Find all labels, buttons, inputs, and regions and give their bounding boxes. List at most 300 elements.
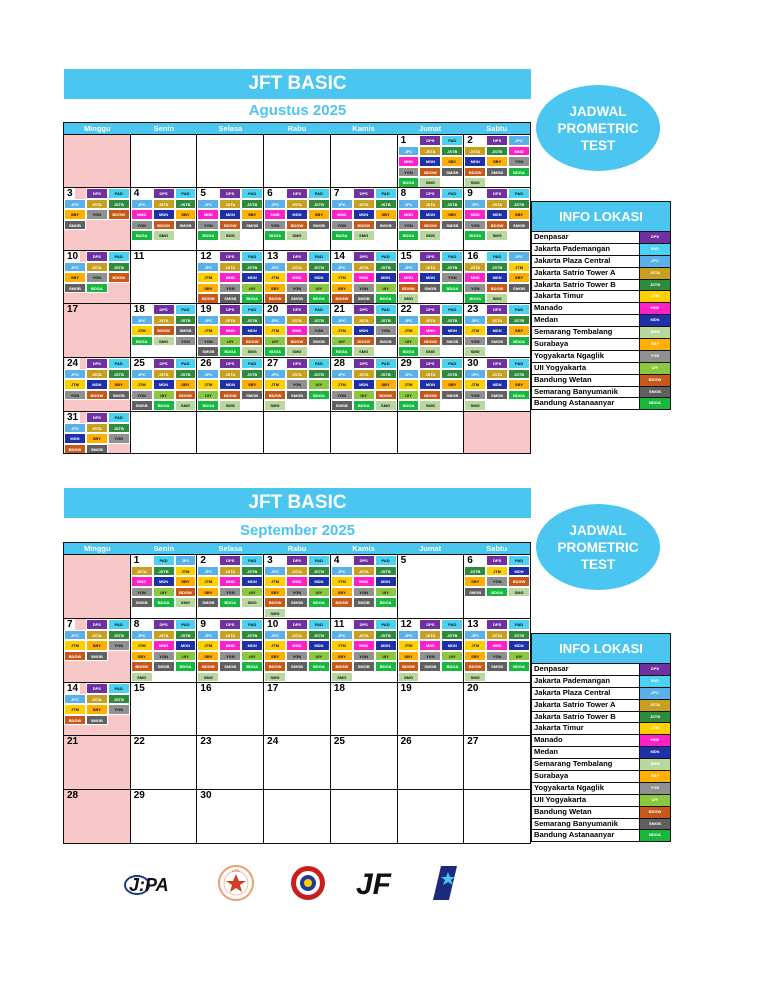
location-chip-mdn: MDN <box>486 379 508 390</box>
location-chip-mnd: MND <box>398 209 420 220</box>
location-name: Jakarta Satrio Tower A <box>534 699 616 709</box>
location-chip-dps: DPS <box>286 188 308 199</box>
location-chip-mnd: MND <box>153 640 175 651</box>
chip-spacer <box>108 651 130 662</box>
day-cell-16[interactable] <box>197 683 264 736</box>
info-row-smg <box>531 759 671 771</box>
location-chip-mdn: MDN <box>419 272 441 283</box>
location-chip-pad: PAD <box>441 358 463 369</box>
location-chip-mnd: MND <box>419 640 441 651</box>
location-chip-dps: DPS <box>86 683 108 694</box>
location-chip-smg: SMG <box>508 587 530 598</box>
day-number: 22 <box>133 736 145 747</box>
chip-spacer <box>241 672 263 683</box>
location-chip-jstb: JSTB <box>508 315 530 326</box>
location-chip-smgb: SMGB <box>308 336 330 347</box>
location-chip-smg: SMG <box>419 177 441 188</box>
location-chip-ygn: YGN <box>108 433 130 444</box>
day-cell-29[interactable] <box>131 790 198 844</box>
lpk-logo-text: LPK <box>232 868 240 873</box>
location-chip-bdga: BDGA <box>398 400 420 411</box>
day-number: 20 <box>467 683 479 694</box>
day-cell-25[interactable] <box>131 358 198 412</box>
day-cell-16[interactable] <box>464 251 531 304</box>
day-cell-23[interactable] <box>464 304 531 358</box>
chip-spacer <box>375 672 397 683</box>
day-cell-9[interactable] <box>197 619 264 683</box>
location-chip-sby: SBY <box>331 587 353 598</box>
chip-spacer <box>308 230 330 241</box>
location-chip-mdn: MDN <box>441 640 463 651</box>
chip-spacer <box>86 220 108 231</box>
day-cell-12[interactable] <box>197 251 264 304</box>
chip-spacer <box>308 400 330 411</box>
location-chip-jsta: JSTA <box>353 630 375 641</box>
location-chip-jstb: JSTB <box>441 315 463 326</box>
location-chip-pad: PAD <box>375 251 397 262</box>
day-cell-15[interactable] <box>398 251 465 304</box>
location-chip-bdga: BDGA <box>331 346 353 357</box>
day-number: 17 <box>67 304 79 315</box>
day-cell-17[interactable] <box>64 304 131 358</box>
location-chip-sby: SBY <box>441 379 463 390</box>
location-chip-sby: SBY <box>241 209 263 220</box>
day-number: 4 <box>133 188 140 199</box>
location-chip-smgb: SMGB <box>441 167 463 178</box>
location-code-badge: JPC <box>639 688 670 699</box>
location-chip-ygn: YGN <box>419 651 441 662</box>
location-chip-smg: SMG <box>219 230 241 241</box>
location-chip-pad: PAD <box>375 304 397 315</box>
location-chip-dps: DPS <box>86 619 108 630</box>
location-chip-ygn: YGN <box>219 651 241 662</box>
day-number: 26 <box>400 736 412 747</box>
day-number: 31 <box>67 412 79 423</box>
location-chip-pad: PAD <box>441 188 463 199</box>
location-chip-uiy: UIY <box>308 651 330 662</box>
location-chip-bdgw: BDGW <box>398 661 420 672</box>
day-number: 8 <box>133 619 140 630</box>
location-chip-jpc: JPC <box>331 199 353 210</box>
day-number: 16 <box>200 683 212 694</box>
partner-logos <box>120 864 480 904</box>
day-cell-19[interactable] <box>197 304 264 358</box>
location-chip-jstb: JSTB <box>308 566 330 577</box>
location-chip-dps: DPS <box>486 188 508 199</box>
empty-day-cell <box>197 135 264 188</box>
location-chip-jpc: JPC <box>264 262 286 273</box>
day-cell-30[interactable] <box>464 358 531 412</box>
day-cell-18[interactable] <box>331 683 398 736</box>
location-chip-sby: SBY <box>375 379 397 390</box>
day-cell-13[interactable] <box>264 251 331 304</box>
location-chip-smg: SMG <box>286 346 308 357</box>
day-cell-5[interactable] <box>398 555 465 619</box>
location-chip-jstb: JSTB <box>108 630 130 641</box>
day-cell-18[interactable] <box>131 304 198 358</box>
location-chip-jstb: JSTB <box>508 369 530 380</box>
location-chip-dps: DPS <box>219 619 241 630</box>
location-chip-bdgw: BDGW <box>464 661 486 672</box>
location-code-badge: MND <box>639 303 670 314</box>
location-chip-mnd: MND <box>286 576 308 587</box>
location-chip-jtm: JTM <box>508 262 530 273</box>
location-chip-dps: DPS <box>419 135 441 146</box>
location-chip-bdga: BDGA <box>508 390 530 401</box>
location-chip-uiy: UIY <box>241 587 263 598</box>
day-cell-26[interactable] <box>197 358 264 412</box>
day-cell-24[interactable] <box>64 358 131 412</box>
location-chip-pad: PAD <box>108 251 130 262</box>
location-name: Jakarta Pademangan <box>534 243 610 253</box>
location-chip-dps: DPS <box>419 188 441 199</box>
empty-day-cell <box>464 790 531 844</box>
info-row-pad <box>531 244 671 256</box>
location-chip-smgb: SMGB <box>419 283 441 294</box>
location-chip-bdga: BDGA <box>331 230 353 241</box>
location-chip-jsta: JSTA <box>486 630 508 641</box>
empty-day-cell <box>264 412 331 454</box>
location-chip-ygn: YGN <box>331 220 353 231</box>
location-chip-bdga: BDGA <box>219 597 241 608</box>
aug-weekday-header <box>63 122 531 134</box>
day-cell-31[interactable] <box>64 412 131 454</box>
day-cell-15[interactable] <box>131 683 198 736</box>
location-chip-smgb: SMGB <box>308 220 330 231</box>
location-chip-ygn: YGN <box>286 283 308 294</box>
location-name: Surabaya <box>534 771 569 781</box>
day-cell-14[interactable] <box>64 683 131 736</box>
location-chip-jsta: JSTA <box>486 369 508 380</box>
day-cell-2[interactable] <box>464 135 531 188</box>
location-chip-smgb: SMGB <box>353 661 375 672</box>
location-chip-bdga: BDGA <box>308 661 330 672</box>
location-chip-dps: DPS <box>419 251 441 262</box>
location-chip-jpc: JPC <box>131 630 153 641</box>
location-chip-smgb: SMGB <box>286 390 308 401</box>
location-chip-ygn: YGN <box>108 704 130 715</box>
location-chip-pad: PAD <box>441 304 463 315</box>
location-chip-mdn: MDN <box>419 156 441 167</box>
location-chip-dps: DPS <box>219 188 241 199</box>
location-chip-bdgw: BDGW <box>486 220 508 231</box>
location-chip-pad: PAD <box>508 358 530 369</box>
location-chip-smgb: SMGB <box>197 597 219 608</box>
day-cell-11[interactable] <box>131 251 198 304</box>
day-cell-22[interactable] <box>131 736 198 790</box>
day-number: 18 <box>133 304 145 315</box>
location-chip-ygn: YGN <box>398 167 420 178</box>
chip-spacer <box>441 400 463 411</box>
location-code-badge: JSTB <box>639 712 670 723</box>
location-chip-uiy: UIY <box>353 390 375 401</box>
location-chip-jpc: JPC <box>64 262 86 273</box>
location-name: Denpasar <box>534 664 569 673</box>
location-chip-bdgw: BDGW <box>286 336 308 347</box>
location-name: Jakarta Plaza Central <box>534 255 611 265</box>
location-chip-jstb: JSTB <box>375 630 397 641</box>
location-chip-uiy: UIY <box>375 651 397 662</box>
location-chip-mnd: MND <box>131 209 153 220</box>
chip-spacer <box>375 230 397 241</box>
location-chip-mdn: MDN <box>308 576 330 587</box>
day-cell-24[interactable] <box>264 736 331 790</box>
location-chip-smg: SMG <box>464 672 486 683</box>
location-chip-jstb: JSTB <box>108 199 130 210</box>
location-chip-ygn: YGN <box>64 390 86 401</box>
location-name: Yogyakarta Ngaglik <box>534 350 604 360</box>
location-code-badge: BDGA <box>639 830 670 841</box>
sep-banner-title: JFT BASIC <box>64 488 531 518</box>
location-chip-jstb: JSTB <box>441 369 463 380</box>
location-chip-mnd: MND <box>464 272 486 283</box>
location-chip-jpc: JPC <box>64 369 86 380</box>
location-name: Semarang Banyumanik <box>534 386 618 396</box>
day-cell-28[interactable] <box>331 358 398 412</box>
location-chip-ygn: YGN <box>486 651 508 662</box>
location-chip-sby: SBY <box>131 651 153 662</box>
location-chip-dps: DPS <box>153 188 175 199</box>
day-number: 21 <box>67 736 79 747</box>
location-chip-bdga: BDGA <box>375 597 397 608</box>
day-cell-6[interactable] <box>264 188 331 251</box>
location-chip-dps: DPS <box>353 304 375 315</box>
location-chip-jstb: JSTB <box>175 369 197 380</box>
day-cell-8[interactable] <box>131 619 198 683</box>
location-chip-jtm: JTM <box>264 576 286 587</box>
location-chip-ygn: YGN <box>441 272 463 283</box>
location-chip-jpc: JPC <box>398 315 420 326</box>
location-chip-smgb: SMGB <box>286 293 308 304</box>
location-chip-pad: PAD <box>241 358 263 369</box>
location-chip-smg: SMG <box>241 346 263 357</box>
location-chip-bdga: BDGA <box>464 293 486 304</box>
day-number: 19 <box>200 304 212 315</box>
chip-spacer <box>175 230 197 241</box>
day-number: 4 <box>333 555 340 566</box>
day-cell-21[interactable] <box>331 304 398 358</box>
location-chip-pad: PAD <box>153 555 175 566</box>
day-cell-5[interactable] <box>197 188 264 251</box>
day-cell-9[interactable] <box>464 188 531 251</box>
aug-calendar-grid <box>63 134 531 454</box>
location-chip-jpc: JPC <box>175 555 197 566</box>
location-chip-bdga: BDGA <box>264 230 286 241</box>
location-chip-mdn: MDN <box>175 640 197 651</box>
day-cell-17[interactable] <box>264 683 331 736</box>
day-cell-27[interactable] <box>264 358 331 412</box>
location-chip-sby: SBY <box>264 587 286 598</box>
day-number: 9 <box>467 188 473 199</box>
location-chip-jsta: JSTA <box>353 199 375 210</box>
day-cell-23[interactable] <box>197 736 264 790</box>
location-chip-mdn: MDN <box>375 640 397 651</box>
chip-spacer <box>308 672 330 683</box>
day-cell-12[interactable] <box>398 619 465 683</box>
day-cell-11[interactable] <box>331 619 398 683</box>
location-chip-smg: SMG <box>464 400 486 411</box>
location-name: Jakarta Satrio Tower A <box>534 267 616 277</box>
info-row-pad <box>531 676 671 688</box>
day-number: 3 <box>267 555 273 566</box>
location-chip-smgb: SMGB <box>64 283 86 294</box>
location-chip-jstb: JSTB <box>108 369 130 380</box>
aug-jadwal-circle <box>536 85 660 171</box>
location-chip-mnd: MND <box>486 640 508 651</box>
location-chip-bdga: BDGA <box>197 400 219 411</box>
location-chip-bdgw: BDGW <box>108 272 130 283</box>
location-chip-jsta: JSTA <box>353 566 375 577</box>
day-cell-27[interactable] <box>464 736 531 790</box>
day-cell-25[interactable] <box>331 736 398 790</box>
location-chip-smgb: SMGB <box>241 220 263 231</box>
day-cell-22[interactable] <box>398 304 465 358</box>
location-chip-smgb: SMGB <box>286 661 308 672</box>
location-chip-jsta: JSTA <box>419 146 441 157</box>
location-chip-jtm: JTM <box>264 640 286 651</box>
location-chip-jtm: JTM <box>331 379 353 390</box>
chip-spacer <box>108 444 130 455</box>
location-chip-mnd: MND <box>197 209 219 220</box>
location-chip-mnd: MND <box>219 640 241 651</box>
day-number: 10 <box>67 251 79 262</box>
location-chip-jtm: JTM <box>398 379 420 390</box>
weekday-selasa: Selasa <box>218 124 243 133</box>
location-code-badge: BDGW <box>639 375 670 386</box>
location-chip-mdn: MDN <box>241 325 263 336</box>
day-number: 12 <box>200 251 212 262</box>
location-chip-smg: SMG <box>398 672 420 683</box>
chip-spacer <box>219 672 241 683</box>
chip-spacer <box>64 400 86 411</box>
location-chip-jpc: JPC <box>64 630 86 641</box>
day-cell-7[interactable] <box>331 188 398 251</box>
location-chip-mdn: MDN <box>375 576 397 587</box>
day-cell-26[interactable] <box>398 736 465 790</box>
location-chip-pad: PAD <box>441 251 463 262</box>
aug-month-subtitle: Agustus 2025 <box>248 102 347 119</box>
location-code-badge: MDN <box>639 315 670 326</box>
day-cell-14[interactable] <box>331 251 398 304</box>
location-chip-dps: DPS <box>153 304 175 315</box>
location-chip-smgb: SMGB <box>486 167 508 178</box>
empty-day-cell <box>398 790 465 844</box>
location-code-badge: DPS <box>639 664 670 675</box>
day-cell-30[interactable] <box>197 790 264 844</box>
location-chip-jpc: JPC <box>131 199 153 210</box>
location-chip-mnd: MND <box>286 325 308 336</box>
location-chip-jstb: JSTB <box>153 566 175 577</box>
location-chip-jstb: JSTB <box>308 630 330 641</box>
day-cell-1[interactable] <box>398 135 465 188</box>
day-cell-10[interactable] <box>264 619 331 683</box>
location-chip-pad: PAD <box>108 412 130 423</box>
day-cell-13[interactable] <box>464 619 531 683</box>
day-cell-20[interactable] <box>464 683 531 736</box>
location-chip-smgb: SMGB <box>508 283 530 294</box>
day-cell-7[interactable] <box>64 619 131 683</box>
empty-day-cell <box>131 412 198 454</box>
location-chip-jpc: JPC <box>331 369 353 380</box>
location-chip-bdga: BDGA <box>398 177 420 188</box>
day-cell-20[interactable] <box>264 304 331 358</box>
location-chip-ygn: YGN <box>197 336 219 347</box>
day-cell-2[interactable] <box>197 555 264 619</box>
chip-spacer <box>508 400 530 411</box>
location-chip-jtm: JTM <box>197 379 219 390</box>
location-code-badge: SMGB <box>639 387 670 398</box>
day-cell-29[interactable] <box>398 358 465 412</box>
day-cell-3[interactable] <box>64 188 131 251</box>
location-chip-jsta: JSTA <box>464 146 486 157</box>
day-cell-6[interactable] <box>464 555 531 619</box>
location-chip-dps: DPS <box>486 619 508 630</box>
location-chip-uiy: UIY <box>219 336 241 347</box>
location-chip-pad: PAD <box>175 619 197 630</box>
lpk-logo <box>214 864 258 902</box>
location-chip-mnd: MND <box>508 146 530 157</box>
info-lokasi-title: INFO LOKASI <box>531 633 671 663</box>
location-name: Bandung Wetan <box>534 374 592 384</box>
day-cell-4[interactable] <box>131 188 198 251</box>
location-chip-jstb: JSTB <box>175 630 197 641</box>
aug-banner-title: JFT BASIC <box>64 69 531 99</box>
location-chip-jtm: JTM <box>197 576 219 587</box>
location-code-badge: DPS <box>639 232 670 243</box>
day-number: 11 <box>133 251 145 262</box>
location-name: Semarang Tembalang <box>534 759 613 769</box>
day-cell-21[interactable] <box>64 736 131 790</box>
location-chip-dps: DPS <box>153 358 175 369</box>
day-cell-4[interactable] <box>331 555 398 619</box>
location-chip-bdgw: BDGW <box>508 576 530 587</box>
location-chip-dps: DPS <box>419 619 441 630</box>
location-chip-ygn: YGN <box>286 379 308 390</box>
day-cell-19[interactable] <box>398 683 465 736</box>
day-cell-3[interactable] <box>264 555 331 619</box>
day-cell-10[interactable] <box>64 251 131 304</box>
location-chip-pad: PAD <box>508 304 530 315</box>
location-chip-uiy: UIY <box>153 390 175 401</box>
location-name: Semarang Banyumanik <box>534 818 618 828</box>
location-chip-pad: PAD <box>375 188 397 199</box>
chip-spacer <box>108 400 130 411</box>
location-chip-pad: PAD <box>241 304 263 315</box>
day-cell-1[interactable] <box>131 555 198 619</box>
location-code-badge: BDGA <box>639 398 670 409</box>
info-row-smg <box>531 327 671 339</box>
location-chip-mnd: MND <box>398 272 420 283</box>
location-code-badge: JPC <box>639 256 670 267</box>
location-chip-jsta: JSTA <box>286 199 308 210</box>
day-cell-28[interactable] <box>64 790 131 844</box>
location-chip-bdga: BDGA <box>131 336 153 347</box>
location-chip-jsta: JSTA <box>353 315 375 326</box>
day-cell-8[interactable] <box>398 188 465 251</box>
day-number: 22 <box>400 304 412 315</box>
sep-info-lokasi <box>531 633 671 842</box>
chip-spacer <box>153 672 175 683</box>
location-code-badge: JSTB <box>639 280 670 291</box>
location-chip-smgb: SMGB <box>419 661 441 672</box>
day-number: 18 <box>333 683 345 694</box>
location-chip-jsta: JSTA <box>286 566 308 577</box>
chip-spacer <box>508 230 530 241</box>
location-chip-dps: DPS <box>86 412 108 423</box>
location-chip-jpc: JPC <box>131 315 153 326</box>
day-number: 23 <box>467 304 479 315</box>
location-chip-jstb: JSTB <box>308 262 330 273</box>
